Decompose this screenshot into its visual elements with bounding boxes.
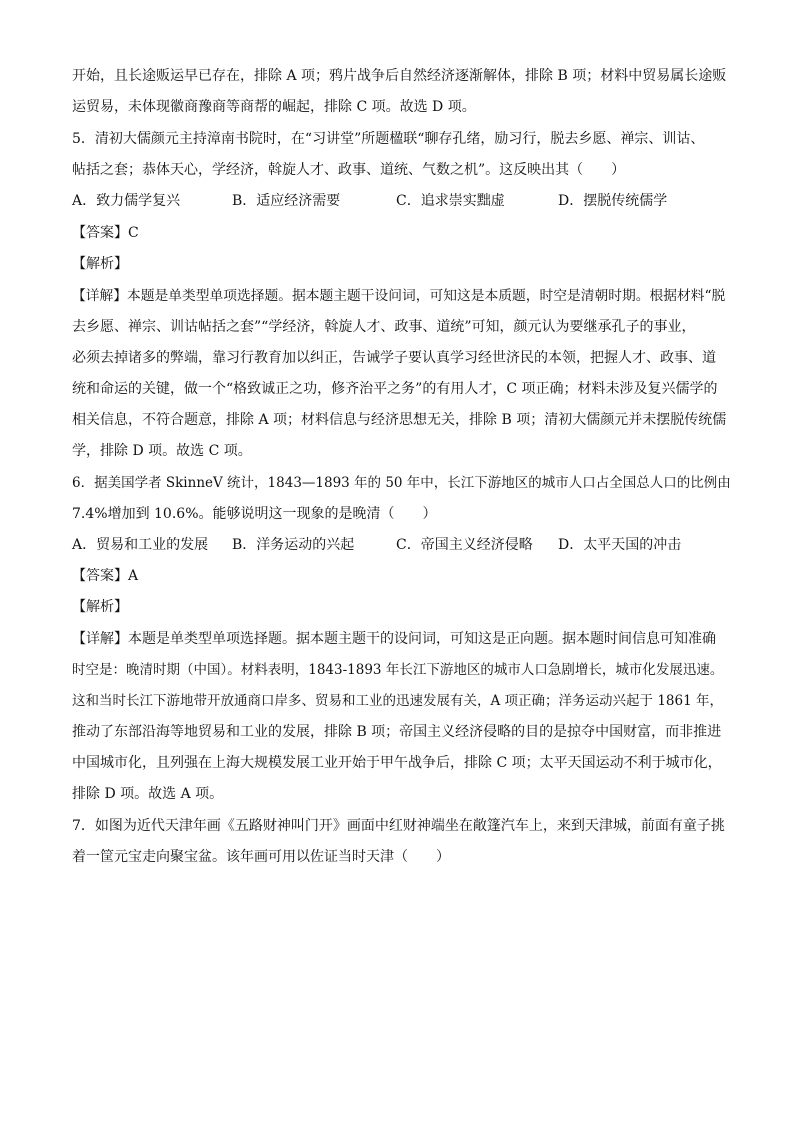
- q6-analysis-label: 【解析】: [72, 599, 128, 615]
- q6-option-a: A．贸易和工业的发展: [72, 537, 209, 553]
- q7-stem-line-1: 7．如图为近代天津年画《五路财神叫门开》画面中红财神端坐在敞篷汽车上，来到天津城，前面有童子挑: [72, 818, 725, 834]
- q5-detail-line-5: 相关信息，不符合题意，排除 A 项；材料信息与经济思想无关，排除 B 项；清初大儒颜元并未摆脱传统儒: [72, 412, 727, 428]
- q4-explanation-line-1: 开始，且长途贩运早已存在，排除 A 项；鸦片战争后自然经济逐渐解体，排除 B 项；材料中贸易属长途贩: [72, 68, 727, 84]
- q6-detail-line-6: 排除 D 项。故选 A 项。: [72, 786, 224, 802]
- q5-detail-line-2: 去乡愿、禅宗、训诂帖括之套”“学经济，斡旋人才、政事、道统”可知，颜元认为要继承孔子的事业，: [72, 319, 696, 335]
- q5-detail-line-6: 学，排除 D 项。故选 C 项。: [72, 443, 252, 459]
- q6-detail-line-5: 中国城市化，且列强在上海大规模发展工业开始于甲午战争后，排除 C 项；太平天国运动不利于城市化，: [72, 755, 722, 771]
- q6-options: [72, 534, 732, 556]
- q4-explanation-line-2: 运贸易，未体现徽商豫商等商帮的崛起，排除 C 项。故选 D 项。: [72, 99, 476, 115]
- q5-option-a: A．致力儒学复兴: [72, 193, 181, 209]
- q6-stem-line-2: 7.4%增加到 10.6%。能够说明这一现象的是晚清（ ）: [72, 506, 437, 522]
- q5-options: [72, 190, 732, 212]
- q6-detail-line-2: 时空是：晚清时期（中国）。材料表明，1843-1893 年长江下游地区的城市人口急剧增长，城市化发展迅速。: [72, 662, 724, 678]
- q6-detail-line-3: 这和当时长江下游地带开放通商口岸多、贸易和工业的迅速发展有关，A 项正确；洋务运动兴起于 1861 年，: [72, 693, 723, 709]
- q5-answer: 【答案】C: [72, 225, 139, 241]
- q6-answer: 【答案】A: [72, 568, 139, 584]
- q6-detail-line-1: 【详解】本题是单类型单项选择题。据本题主题干的设问词，可知这是正向题。据本题时间信息可知准确: [72, 631, 716, 647]
- q5-detail-line-1: 【详解】本题是单类型单项选择题。据本题主题干设问词，可知这是本质题，时空是清朝时期。根据材料“脱: [72, 288, 726, 304]
- q6-detail-line-4: 推动了东部沿海等地贸易和工业的发展，排除 B 项；帝国主义经济侵略的目的是掠夺中国财富，而非推进: [72, 724, 722, 740]
- q5-stem-line-1: 5．清初大儒颜元主持漳南书院时，在“习讲堂”所题楹联“聊存孔绪，励习行，脱去乡愿、禅宗、训诂、: [72, 131, 705, 147]
- q5-detail-line-3: 必须去掉诸多的弊端，靠习行教育加以纠正，告诫学子要认真学习经世济民的本领，把握人才、政事、道: [72, 350, 716, 366]
- q6-option-b: B．洋务运动的兴起: [232, 537, 355, 553]
- q5-option-d: D．摆脱传统儒学: [558, 193, 668, 209]
- q5-analysis-label: 【解析】: [72, 256, 128, 272]
- q5-option-b: B．适应经济需要: [232, 193, 341, 209]
- q6-stem-line-1: 6．据美国学者 SkinneV 统计，1843—1893 年的 50 年中，长江下游地区的城市人口占全国总人口的比例由: [72, 475, 731, 491]
- q5-option-c: C．追求崇实黜虚: [396, 193, 505, 209]
- q5-detail-line-4: 统和命运的关键，做一个“格致诚正之功，修齐治平之务”的有用人才，C 项正确；材料未涉及复兴儒学的: [72, 381, 718, 397]
- q6-option-d: D．太平天国的冲击: [558, 537, 682, 553]
- q6-option-c: C．帝国主义经济侵略: [396, 537, 533, 553]
- q5-stem-line-2: 帖括之套；恭体天心，学经济，斡旋人才、政事、道统、气数之机”。这反映出其（ ）: [72, 162, 626, 178]
- q7-stem-line-2: 着一筐元宝走向聚宝盆。该年画可用以佐证当时天津（ ）: [72, 849, 450, 865]
